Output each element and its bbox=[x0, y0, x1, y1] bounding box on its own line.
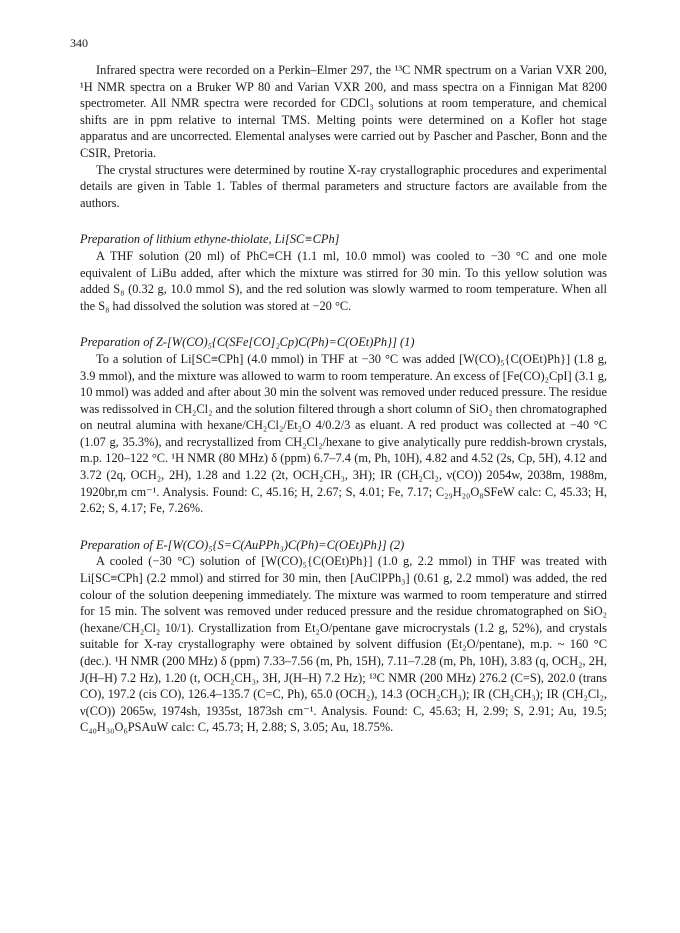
article-body bbox=[80, 62, 607, 736]
section-heading-lithium-thiolate: Preparation of lithium ethyne-thiolate, Li[SC≡CPh] bbox=[80, 232, 340, 247]
section-body-lithium-thiolate: A THF solution (20 ml) of PhC≡CH (1.1 ml, 10.0 mmol) was cooled to −30 °C and one mole equivalent of LiBu added, after which the mixture was stirred for 30 min. To this yellow solution was added S₈ (0.32 g, 10.0 mmol S), and the red solution was slowly warmed to room temperature. When all the S₈ had dissolved the solution was stored at −20 °C. bbox=[80, 248, 607, 313]
crystallography-paragraph: The crystal structures were determined by routine X-ray crystallographic procedures and experimental details are given in Table 1. Tables of thermal parameters and structure factors are available from the authors. bbox=[80, 162, 607, 210]
section-heading-compound-1: Preparation of Z-[W(CO)₅{C(SFe[CO]₂Cp)C(Ph)=C(OEt)Ph}] (1) bbox=[80, 335, 415, 350]
instrumentation-paragraph: Infrared spectra were recorded on a Perkin–Elmer 297, the ¹³C NMR spectrum on a Varian VXR 200, ¹H NMR spectra on a Bruker WP 80 and Varian VXR 200, and mass spectra on a Finnigan Mat 8200 spectrometer. All NMR spectra were recorded for CDCl₃ solutions at room temperature, and chemical shifts are in ppm relative to internal TMS. Melting points were determined on a Kofler hot stage apparatus and are uncorrected. Elemental analyses were carried out by Pascher and Pascher, Bonn and the CSIR, Pretoria. bbox=[80, 63, 607, 160]
section-heading-compound-2: Preparation of E-[W(CO)₅{S=C(AuPPh₃)C(Ph)=C(OEt)Ph}] (2) bbox=[80, 537, 405, 552]
section-body-compound-2: A cooled (−30 °C) solution of [W(CO)₅{C(OEt)Ph}] (1.0 g, 2.2 mmol) in THF was treated with Li[SC≡CPh] (2.2 mmol) and stirred for 30 min, then [AuClPPh₃] (0.61 g, 2.2 mmol) was added, the red colour of the solution deepening immediately. The mixture was warmed to room temperature and stirred for 15 min. The solvent was removed under reduced pressure and the residue chromatographed on SiO₂ (hexane/CH₂Cl₂ 10/1). Crystallization from Et₂O/pentane gave microcrystals (1.2 g, 52%), and crystals suitable for X-ray crystallography were obtained by solvent diffusion (Et₂O/pentane), m.p. ~ 160 °C (dec.). ¹H NMR (200 MHz) δ (ppm) 7.33–7.56 (m, Ph, 15H), 7.11–7.28 (m, Ph, 10H), 3.83 (q, OCH₂, 2H, J(H–H) 7.2 Hz), 1.20 (t, OCH₂CH₃, 3H, J(H–H) 7.2 Hz); ¹³C NMR (200 MHz) 276.2 (C=S), 202.0 (trans CO), 197.2 (cis CO), 126.4–135.7 (C=C, Ph), 65.0 (OCH₂), 14.3 (OCH₂CH₃); IR (CH₂CH₃); IR (CH₂Cl₂, ν(CO)) 2065w, 1974sh, 1935st, 1873sh cm⁻¹. Analysis. Found: C, 45.63; H, 2.99; S, 2.91; Au, 19.5; C₄₀H₃₀O₆PSAuW calc: C, 45.73; H, 2.88; S, 3.05; Au, 18.75%. bbox=[80, 554, 607, 735]
section-body-compound-1: To a solution of Li[SC≡CPh] (4.0 mmol) in THF at −30 °C was added [W(CO)₅{C(OEt)Ph}] (1.8 g, 3.9 mmol), and the mixture was allowed to warm to room temperature. An excess of [Fe(CO)₂CpI] (3.1 g, 10 mmol) was added and after about 30 min the solvent was removed under reduced pressure. The residue was redissolved in CH₂Cl₂ and the solution filtered through a short column of SiO₂ then chromatographed on neutral alumina with hexane/CH₂Cl₂/Et₂O 4/0.2/3 as eluant. A red product was collected at −40 °C (1.07 g, 35.3%), and recrystallized from CH₂Cl₂/hexane to give analytically pure reddish-brown crystals, m.p. 120–122 °C. ¹H NMR (80 MHz) δ (ppm) 6.7–7.4 (m, Ph, 10H), 4.82 and 4.52 (2s, Cp, 5H), 4.12 and 3.72 (2q, OCH₂, 2H), 1.28 and 1.22 (2t, OCH₂CH₃, 3H); IR (CH₂Cl₂, ν(CO)) 2054w, 2038m, 1988m, 1920br,m cm⁻¹. Analysis. Found: C, 45.16; H, 2.67; S, 4.01; Fe, 7.17; C₂₉H₂₀O₈SFeW calc: C, 45.33; H, 2.62; S, 4.17; Fe, 7.26%. bbox=[80, 351, 607, 516]
page-number: 340 bbox=[70, 36, 88, 50]
